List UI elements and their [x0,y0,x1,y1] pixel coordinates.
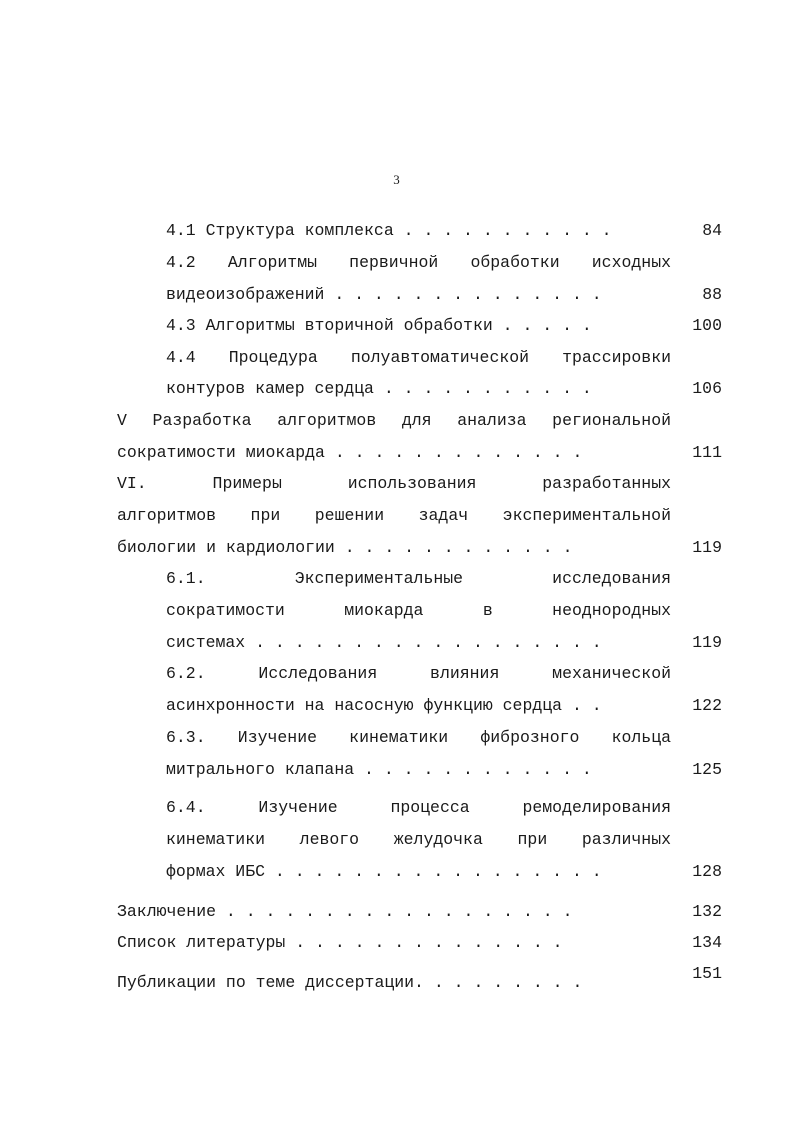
toc-entry-6-2: 6.2. Исследования влияния механической [166,664,671,683]
toc-page-conclusion: 132 [692,902,722,921]
toc-page-chapter-6: 119 [692,538,722,557]
toc-page-references: 134 [692,933,722,952]
toc-entry-6-1-cont: сократимости миокарда в неоднородных [166,601,671,620]
toc-page-6-2: 122 [692,696,722,715]
toc-page-6-1: 119 [692,633,722,652]
toc-entry-4-1: 4.1 Структура комплекса . . . . . . . . . . . [166,221,612,240]
toc-page-publications: 151 [692,964,722,983]
toc-entry-6-4-cont: кинематики левого желудочка при различных [166,830,671,849]
toc-entry-chapter-6-cont2: биологии и кардиологии . . . . . . . . . . . . [117,538,573,557]
toc-page-4-2: 88 [702,285,722,304]
toc-entry-4-3: 4.3 Алгоритмы вторичной обработки . . . . . [166,316,592,335]
toc-entry-publications: Публикации по теме диссертации. . . . . . . . . [117,973,583,992]
toc-entry-references: Список литературы . . . . . . . . . . . . . . [117,933,563,952]
toc-page-4-4: 106 [692,379,722,398]
toc-entry-6-1: 6.1. Экспериментальные исследования [166,569,671,588]
toc-entry-6-3: 6.3. Изучение кинематики фиброзного кольца [166,728,671,747]
toc-entry-4-4-cont: контуров камер сердца . . . . . . . . . . . [166,379,592,398]
toc-entry-6-1-cont2: системах . . . . . . . . . . . . . . . . . . [166,633,602,652]
toc-entry-chapter-5: V Разработка алгоритмов для анализа региональной [117,411,671,430]
toc-entry-chapter-5-cont: сократимости миокарда . . . . . . . . . . . . . [117,443,583,462]
toc-entry-chapter-6-cont: алгоритмов при решении задач экспериментальной [117,506,671,525]
toc-entry-chapter-6: VI. Примеры использования разработанных [117,474,671,493]
toc-page-4-3: 100 [692,316,722,335]
page-number: 3 [393,172,400,187]
toc-entry-6-4: 6.4. Изучение процесса ремоделирования [166,798,671,817]
toc-entry-6-4-cont2: формах ИБС . . . . . . . . . . . . . . . . . [166,862,602,881]
toc-entry-4-4: 4.4 Процедура полуавтоматической трассировки [166,348,671,367]
toc-entry-6-3-cont: митрального клапана . . . . . . . . . . . . [166,760,592,779]
toc-page-chapter-5: 111 [692,443,722,462]
toc-entry-4-2-cont: видеоизображений . . . . . . . . . . . . . . [166,285,602,304]
toc-entry-4-2: 4.2 Алгоритмы первичной обработки исходных [166,253,671,272]
toc-page-4-1: 84 [702,221,722,240]
toc-page-6-3: 125 [692,760,722,779]
toc-page-6-4: 128 [692,862,722,881]
toc-entry-conclusion: Заключение . . . . . . . . . . . . . . . . . . [117,902,573,921]
toc-entry-6-2-cont: асинхронности на насосную функцию сердца . . [166,696,602,715]
